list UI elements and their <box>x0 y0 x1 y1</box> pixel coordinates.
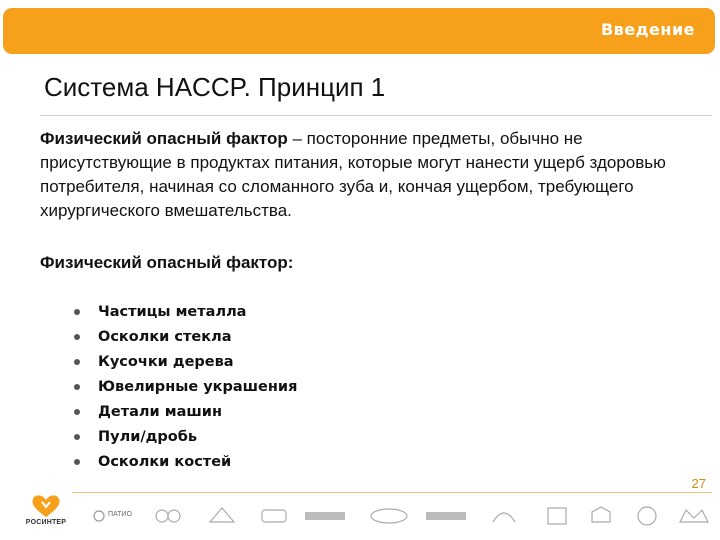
list-item <box>74 452 297 477</box>
bullet-icon <box>74 459 80 465</box>
list-item-text: Частицы металла <box>98 304 247 320</box>
slide-title: Система HACCP. Принцип 1 <box>44 72 386 102</box>
section-title: Введение <box>600 20 695 39</box>
definition-paragraph <box>40 127 700 223</box>
partner-logo-icon <box>205 502 239 530</box>
partner-label: ПАТИО <box>108 511 132 518</box>
brand-logo <box>20 494 72 538</box>
footer-logos <box>0 494 720 540</box>
header-bar <box>3 8 715 54</box>
partner-logo-icon <box>676 502 712 530</box>
partner-logo-icon <box>540 502 574 530</box>
partner-logo-icon <box>367 502 411 530</box>
list-item-text: Пули/дробь <box>98 429 198 445</box>
bullet-icon <box>74 434 80 440</box>
title-divider <box>40 115 712 116</box>
hazard-list <box>74 302 297 477</box>
footer-divider <box>72 492 712 493</box>
list-item <box>74 327 297 352</box>
definition-term: Физический опасный фактор <box>40 129 288 148</box>
partner-logo-patio <box>92 502 144 530</box>
partner-logo-icon <box>303 502 347 530</box>
list-item <box>74 377 297 402</box>
list-item <box>74 302 297 327</box>
list-item-text: Осколки стекла <box>98 329 232 345</box>
partner-logo-icon <box>152 502 188 530</box>
partner-logo-icon <box>257 502 291 530</box>
brand-name: РОСИНТЕР <box>25 519 67 526</box>
list-heading: Физический опасный фактор: <box>40 253 294 272</box>
list-item-text: Ювелирные украшения <box>98 379 298 395</box>
list-item <box>74 427 297 452</box>
partner-logo-icon <box>424 502 468 530</box>
list-item <box>74 402 297 427</box>
heart-logo-icon <box>31 494 61 518</box>
bullet-icon <box>74 309 80 315</box>
list-item <box>74 352 297 377</box>
bullet-icon <box>74 384 80 390</box>
page-number: 27 <box>691 476 706 491</box>
partner-logo-icon <box>487 502 521 530</box>
bullet-icon <box>74 334 80 340</box>
partner-logo-icon <box>584 502 618 530</box>
definition-text: – посторонние предметы, обычно не присутствующие в продуктах питания, которые могут нанести ущерб здоровью потребителя, начиная со сломанного зуба и, кончая ущербом, требующего хирургического вмешательства. <box>40 129 666 220</box>
bullet-icon <box>74 359 80 365</box>
list-item-text: Детали машин <box>98 404 222 420</box>
list-item-text: Осколки костей <box>98 454 232 470</box>
bullet-icon <box>74 409 80 415</box>
list-item-text: Кусочки дерева <box>98 354 234 370</box>
partner-logo-icon <box>632 502 662 530</box>
